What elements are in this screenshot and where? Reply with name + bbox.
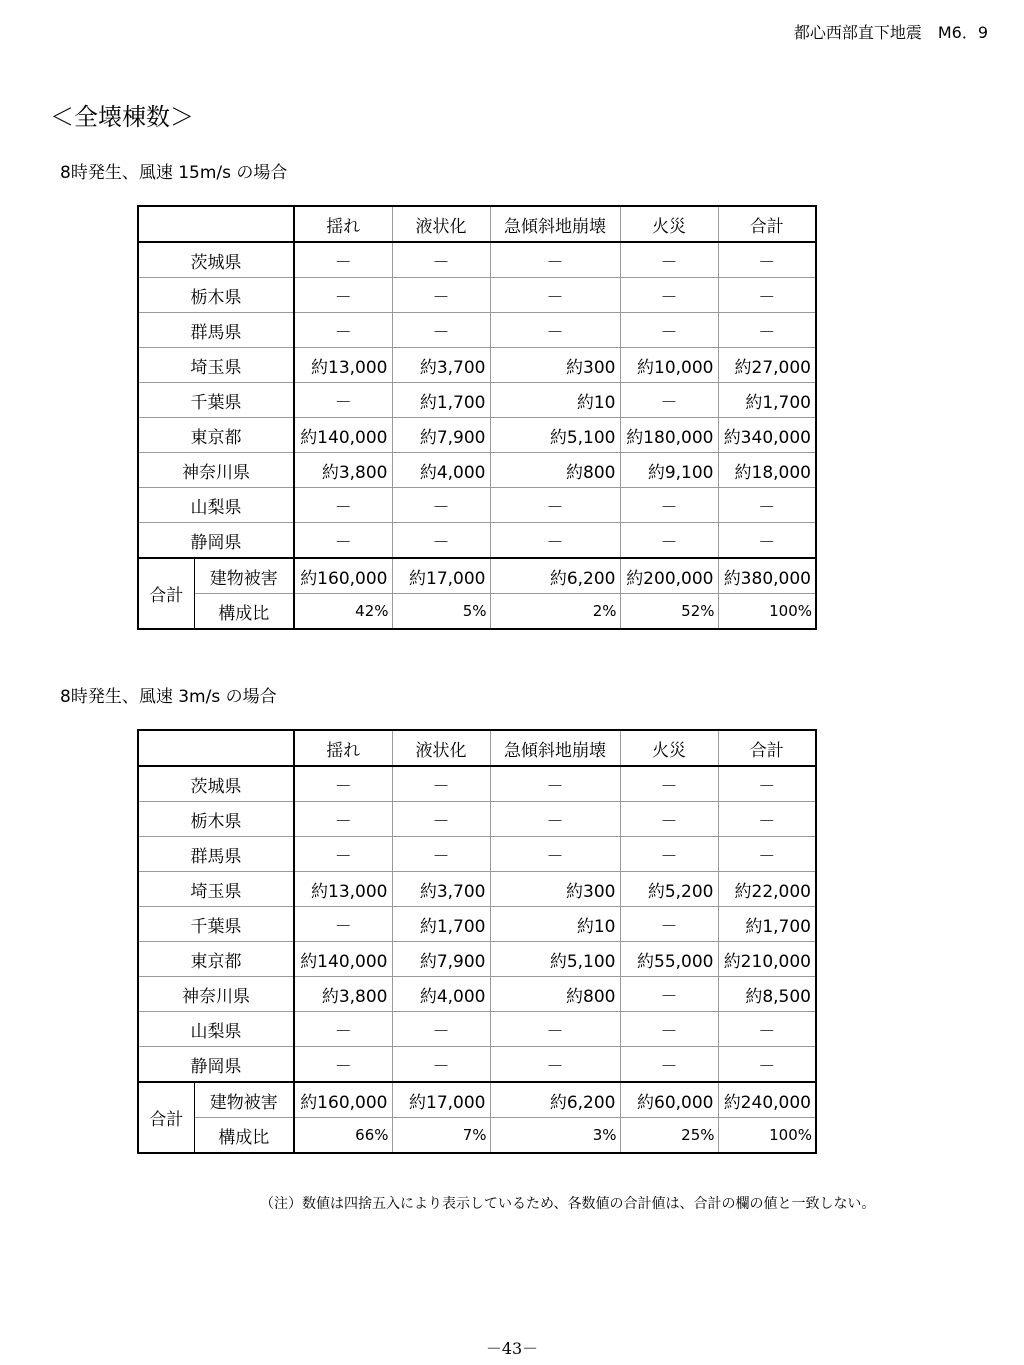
damage-value-cell: －: [294, 488, 392, 523]
damage-value-cell: －: [392, 488, 490, 523]
damage-value-cell: 約3,700: [392, 872, 490, 907]
collapse-count-table-wind-15: [137, 205, 817, 630]
prefecture-name: 静岡県: [138, 1047, 294, 1083]
damage-value-cell: 約7,900: [392, 418, 490, 453]
prefecture-name: 埼玉県: [138, 348, 294, 383]
header-corner-cell: [138, 206, 294, 242]
damage-value-cell: －: [294, 242, 392, 278]
damage-value-cell: －: [490, 313, 620, 348]
damage-value-cell: －: [490, 523, 620, 559]
building-damage-label: 建物被害: [194, 1082, 294, 1118]
prefecture-name: 栃木県: [138, 802, 294, 837]
damage-value-cell: 約140,000: [294, 942, 392, 977]
table-1-subtitle: 8時発生、風速 15m/s の場合: [60, 163, 288, 183]
damage-value-cell: －: [620, 766, 718, 802]
composition-ratio-label: 構成比: [194, 1118, 294, 1154]
prefecture-row: [138, 1012, 816, 1047]
damage-value-cell: －: [718, 766, 816, 802]
damage-value-cell: －: [718, 488, 816, 523]
damage-value-cell: 約800: [490, 977, 620, 1012]
prefecture-row: [138, 523, 816, 559]
damage-value-cell: －: [294, 278, 392, 313]
composition-ratio-value: 100%: [718, 594, 816, 630]
damage-value-cell: 約8,500: [718, 977, 816, 1012]
total-damage-row: [138, 1082, 816, 1118]
damage-value-cell: －: [490, 837, 620, 872]
prefecture-row: [138, 907, 816, 942]
composition-ratio-value: 66%: [294, 1118, 392, 1154]
prefecture-name: 栃木県: [138, 278, 294, 313]
column-header-liquefaction: 液状化: [392, 730, 490, 766]
damage-value-cell: －: [490, 766, 620, 802]
prefecture-row: [138, 348, 816, 383]
composition-ratio-value: 5%: [392, 594, 490, 630]
prefecture-row: [138, 453, 816, 488]
damage-value-cell: －: [392, 523, 490, 559]
damage-value-cell: －: [294, 1012, 392, 1047]
prefecture-row: [138, 278, 816, 313]
composition-ratio-row: [138, 1118, 816, 1154]
prefecture-name: 茨城県: [138, 242, 294, 278]
prefecture-name: 千葉県: [138, 907, 294, 942]
building-damage-label: 建物被害: [194, 558, 294, 594]
total-damage-value: 約380,000: [718, 558, 816, 594]
damage-value-cell: －: [294, 1047, 392, 1083]
damage-value-cell: －: [718, 242, 816, 278]
damage-value-cell: 約140,000: [294, 418, 392, 453]
damage-value-cell: 約10: [490, 907, 620, 942]
damage-value-cell: 約4,000: [392, 977, 490, 1012]
damage-value-cell: 約13,000: [294, 872, 392, 907]
damage-value-cell: －: [620, 907, 718, 942]
damage-value-cell: －: [392, 802, 490, 837]
damage-value-cell: 約9,100: [620, 453, 718, 488]
composition-ratio-value: 100%: [718, 1118, 816, 1154]
damage-value-cell: －: [718, 837, 816, 872]
damage-value-cell: －: [392, 766, 490, 802]
header-corner-cell: [138, 730, 294, 766]
table-header-row: [138, 206, 816, 242]
prefecture-row: [138, 242, 816, 278]
damage-value-cell: 約22,000: [718, 872, 816, 907]
damage-value-cell: －: [392, 837, 490, 872]
prefecture-row: [138, 383, 816, 418]
prefecture-row: [138, 837, 816, 872]
prefecture-row: [138, 488, 816, 523]
footnote: （注）数値は四捨五入により表示しているため、各数値の合計値は、合計の欄の値と一致しない。: [260, 1196, 876, 1212]
damage-value-cell: 約7,900: [392, 942, 490, 977]
damage-value-cell: 約10,000: [620, 348, 718, 383]
total-damage-value: 約17,000: [392, 1082, 490, 1118]
prefecture-row: [138, 802, 816, 837]
total-label: 合計: [138, 1082, 194, 1153]
total-damage-value: 約6,200: [490, 558, 620, 594]
prefecture-name: 千葉県: [138, 383, 294, 418]
composition-ratio-value: 3%: [490, 1118, 620, 1154]
composition-ratio-label: 構成比: [194, 594, 294, 630]
table-header-row: [138, 730, 816, 766]
column-header-steep-slope-collapse: 急傾斜地崩壊: [490, 206, 620, 242]
damage-value-cell: 約1,700: [392, 383, 490, 418]
column-header-total: 合計: [718, 206, 816, 242]
prefecture-name: 群馬県: [138, 837, 294, 872]
damage-value-cell: －: [620, 802, 718, 837]
total-damage-value: 約60,000: [620, 1082, 718, 1118]
damage-value-cell: －: [620, 977, 718, 1012]
damage-value-cell: －: [392, 242, 490, 278]
prefecture-name: 群馬県: [138, 313, 294, 348]
damage-value-cell: －: [620, 242, 718, 278]
prefecture-name: 神奈川県: [138, 453, 294, 488]
damage-value-cell: 約800: [490, 453, 620, 488]
prefecture-name: 東京都: [138, 418, 294, 453]
column-header-shaking: 揺れ: [294, 206, 392, 242]
damage-value-cell: －: [620, 837, 718, 872]
prefecture-row: [138, 313, 816, 348]
table-2-subtitle: 8時発生、風速 3m/s の場合: [60, 687, 277, 707]
damage-value-cell: 約3,800: [294, 453, 392, 488]
damage-value-cell: －: [620, 1012, 718, 1047]
total-damage-value: 約240,000: [718, 1082, 816, 1118]
damage-value-cell: 約180,000: [620, 418, 718, 453]
prefecture-row: [138, 766, 816, 802]
damage-value-cell: －: [490, 802, 620, 837]
damage-value-cell: －: [620, 488, 718, 523]
damage-value-cell: 約1,700: [718, 383, 816, 418]
damage-value-cell: 約27,000: [718, 348, 816, 383]
damage-value-cell: 約340,000: [718, 418, 816, 453]
prefecture-name: 茨城県: [138, 766, 294, 802]
prefecture-name: 山梨県: [138, 488, 294, 523]
damage-value-cell: －: [294, 523, 392, 559]
damage-value-cell: －: [718, 1047, 816, 1083]
damage-value-cell: －: [392, 1012, 490, 1047]
prefecture-name: 神奈川県: [138, 977, 294, 1012]
collapse-count-table-wind-3: [137, 729, 817, 1154]
damage-value-cell: －: [294, 383, 392, 418]
damage-value-cell: 約5,200: [620, 872, 718, 907]
damage-value-cell: 約3,700: [392, 348, 490, 383]
damage-value-cell: 約5,100: [490, 942, 620, 977]
composition-ratio-value: 52%: [620, 594, 718, 630]
damage-value-cell: －: [392, 278, 490, 313]
damage-value-cell: 約13,000: [294, 348, 392, 383]
prefecture-row: [138, 1047, 816, 1083]
column-header-steep-slope-collapse: 急傾斜地崩壊: [490, 730, 620, 766]
damage-value-cell: 約300: [490, 348, 620, 383]
total-damage-value: 約160,000: [294, 1082, 392, 1118]
prefecture-row: [138, 977, 816, 1012]
damage-value-cell: －: [294, 802, 392, 837]
damage-value-cell: 約10: [490, 383, 620, 418]
damage-value-cell: －: [718, 802, 816, 837]
damage-value-cell: －: [718, 1012, 816, 1047]
damage-value-cell: 約3,800: [294, 977, 392, 1012]
damage-value-cell: 約4,000: [392, 453, 490, 488]
prefecture-row: [138, 942, 816, 977]
damage-value-cell: －: [294, 907, 392, 942]
damage-value-cell: －: [392, 313, 490, 348]
damage-value-cell: －: [620, 1047, 718, 1083]
column-header-shaking: 揺れ: [294, 730, 392, 766]
total-damage-value: 約6,200: [490, 1082, 620, 1118]
total-damage-value: 約17,000: [392, 558, 490, 594]
total-damage-value: 約160,000: [294, 558, 392, 594]
damage-value-cell: 約18,000: [718, 453, 816, 488]
prefecture-name: 静岡県: [138, 523, 294, 559]
damage-value-cell: 約300: [490, 872, 620, 907]
prefecture-row: [138, 872, 816, 907]
document-header-title: 都心西部直下地震 M6．9: [793, 23, 988, 42]
damage-value-cell: －: [490, 1047, 620, 1083]
damage-value-cell: －: [490, 242, 620, 278]
damage-value-cell: －: [620, 383, 718, 418]
column-header-fire: 火災: [620, 206, 718, 242]
composition-ratio-value: 25%: [620, 1118, 718, 1154]
damage-value-cell: －: [718, 313, 816, 348]
damage-value-cell: －: [392, 1047, 490, 1083]
composition-ratio-value: 7%: [392, 1118, 490, 1154]
damage-value-cell: 約1,700: [392, 907, 490, 942]
damage-value-cell: －: [490, 1012, 620, 1047]
damage-value-cell: 約5,100: [490, 418, 620, 453]
total-label: 合計: [138, 558, 194, 629]
total-damage-value: 約200,000: [620, 558, 718, 594]
page-number: －43－: [485, 1339, 539, 1358]
damage-value-cell: －: [620, 523, 718, 559]
damage-value-cell: 約210,000: [718, 942, 816, 977]
damage-value-cell: －: [620, 278, 718, 313]
composition-ratio-value: 2%: [490, 594, 620, 630]
prefecture-name: 埼玉県: [138, 872, 294, 907]
damage-value-cell: 約1,700: [718, 907, 816, 942]
damage-value-cell: －: [718, 523, 816, 559]
total-damage-row: [138, 558, 816, 594]
column-header-total: 合計: [718, 730, 816, 766]
column-header-liquefaction: 液状化: [392, 206, 490, 242]
composition-ratio-value: 42%: [294, 594, 392, 630]
prefecture-name: 山梨県: [138, 1012, 294, 1047]
damage-value-cell: －: [718, 278, 816, 313]
column-header-fire: 火災: [620, 730, 718, 766]
damage-value-cell: －: [620, 313, 718, 348]
prefecture-row: [138, 418, 816, 453]
damage-value-cell: －: [294, 313, 392, 348]
damage-value-cell: －: [294, 837, 392, 872]
composition-ratio-row: [138, 594, 816, 630]
damage-value-cell: 約55,000: [620, 942, 718, 977]
section-title: ＜全壊棟数＞: [50, 103, 194, 131]
damage-value-cell: －: [490, 278, 620, 313]
damage-value-cell: －: [490, 488, 620, 523]
prefecture-name: 東京都: [138, 942, 294, 977]
damage-value-cell: －: [294, 766, 392, 802]
